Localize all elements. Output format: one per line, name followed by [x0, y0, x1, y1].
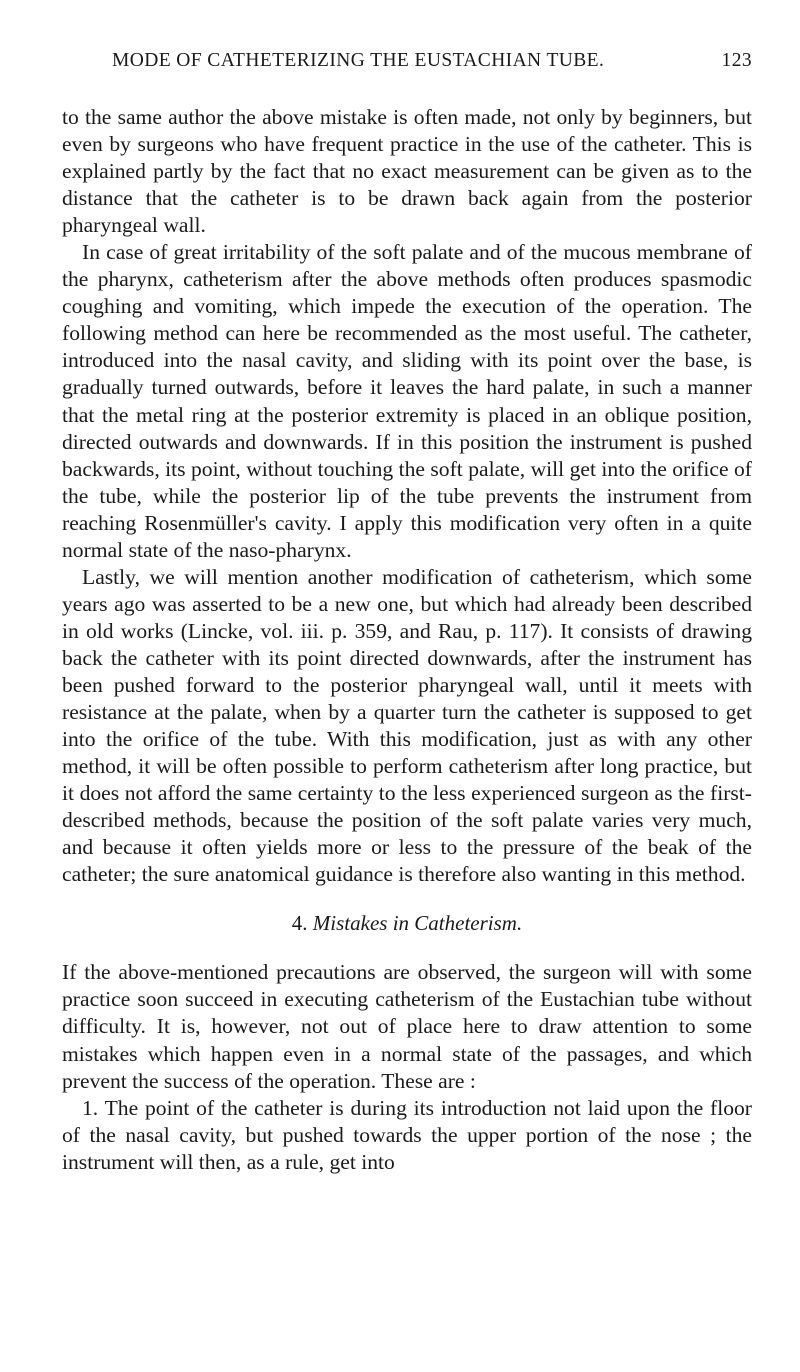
paragraph-1: to the same author the above mistake is often made, not only by beginners, but even by surgeons who have frequent practice in the use of the catheter. This is explained partly by the fact that no exact measurement can be given as to the distance that the catheter is to be drawn back again from the posterior pharyngeal wall.: [62, 105, 752, 238]
body-text: [62, 104, 752, 1176]
section-paragraph-1: If the above-mentioned precautions are observed, the surgeon will with some practice soon succeed in executing catheterism of the Eustachian tube without difficulty. It is, however, not out of place here to draw attention to some mistakes which happen even in a normal state of the passages, and which prevent the success of the operation. These are :: [62, 960, 752, 1093]
paragraph-2: In case of great irritability of the soft palate and of the mucous membrane of the pharynx, catheterism after the above methods often produces spasmodic coughing and vomiting, which impede the execution of the operation. The following method can here be recommended as the most useful. The catheter, introduced into the nasal cavity, and sliding with its point over the base, is gradually turned outwards, before it leaves the hard palate, in such a manner that the metal ring at the posterior extremity is placed in an oblique position, directed outwards and downwards. If in this position the instrument is pushed backwards, its point, without touching the soft palate, will get into the orifice of the tube, while the posterior lip of the tube prevents the instrument from reaching Rosenmüller's cavity. I apply this modification very often in a quite normal state of the naso-pharynx.: [62, 240, 752, 562]
section-title: Mistakes in Catheterism.: [312, 911, 523, 936]
running-head: [62, 50, 752, 82]
page-number: 123: [721, 50, 752, 71]
list-item-1: 1. The point of the catheter is during its introduction not laid upon the floor of the nasal cavity, but pushed towards the upper portion of the nose ; the instrument will then, as a rule, get into: [62, 1095, 752, 1174]
running-title: MODE OF CATHETERIZING THE EUSTACHIAN TUBE.: [112, 50, 605, 71]
section-number: 4.: [291, 911, 308, 936]
paragraph-3: Lastly, we will mention another modification of catheterism, which some years ago was asserted to be a new one, but which had already been described in old works (Lincke, vol. iii. p. 359, and Rau, p. 117). It consists of drawing back the catheter with its point directed downwards, after the instrument has been pushed forward to the posterior pharyngeal wall, until it meets with resistance at the palate, when by a quarter turn the catheter is supposed to get into the orifice of the tube. With this modification, just as with any other method, it will be often possible to perform catheterism after long practice, but it does not afford the same certainty to the less experienced surgeon as the first-described methods, because the position of the soft palate varies very much, and because it often yields more or less to the pressure of the beak of the catheter; the sure anatomical guidance is therefore also wanting in this method.: [62, 564, 752, 887]
section-heading: [62, 910, 752, 937]
book-page: [62, 50, 752, 1176]
